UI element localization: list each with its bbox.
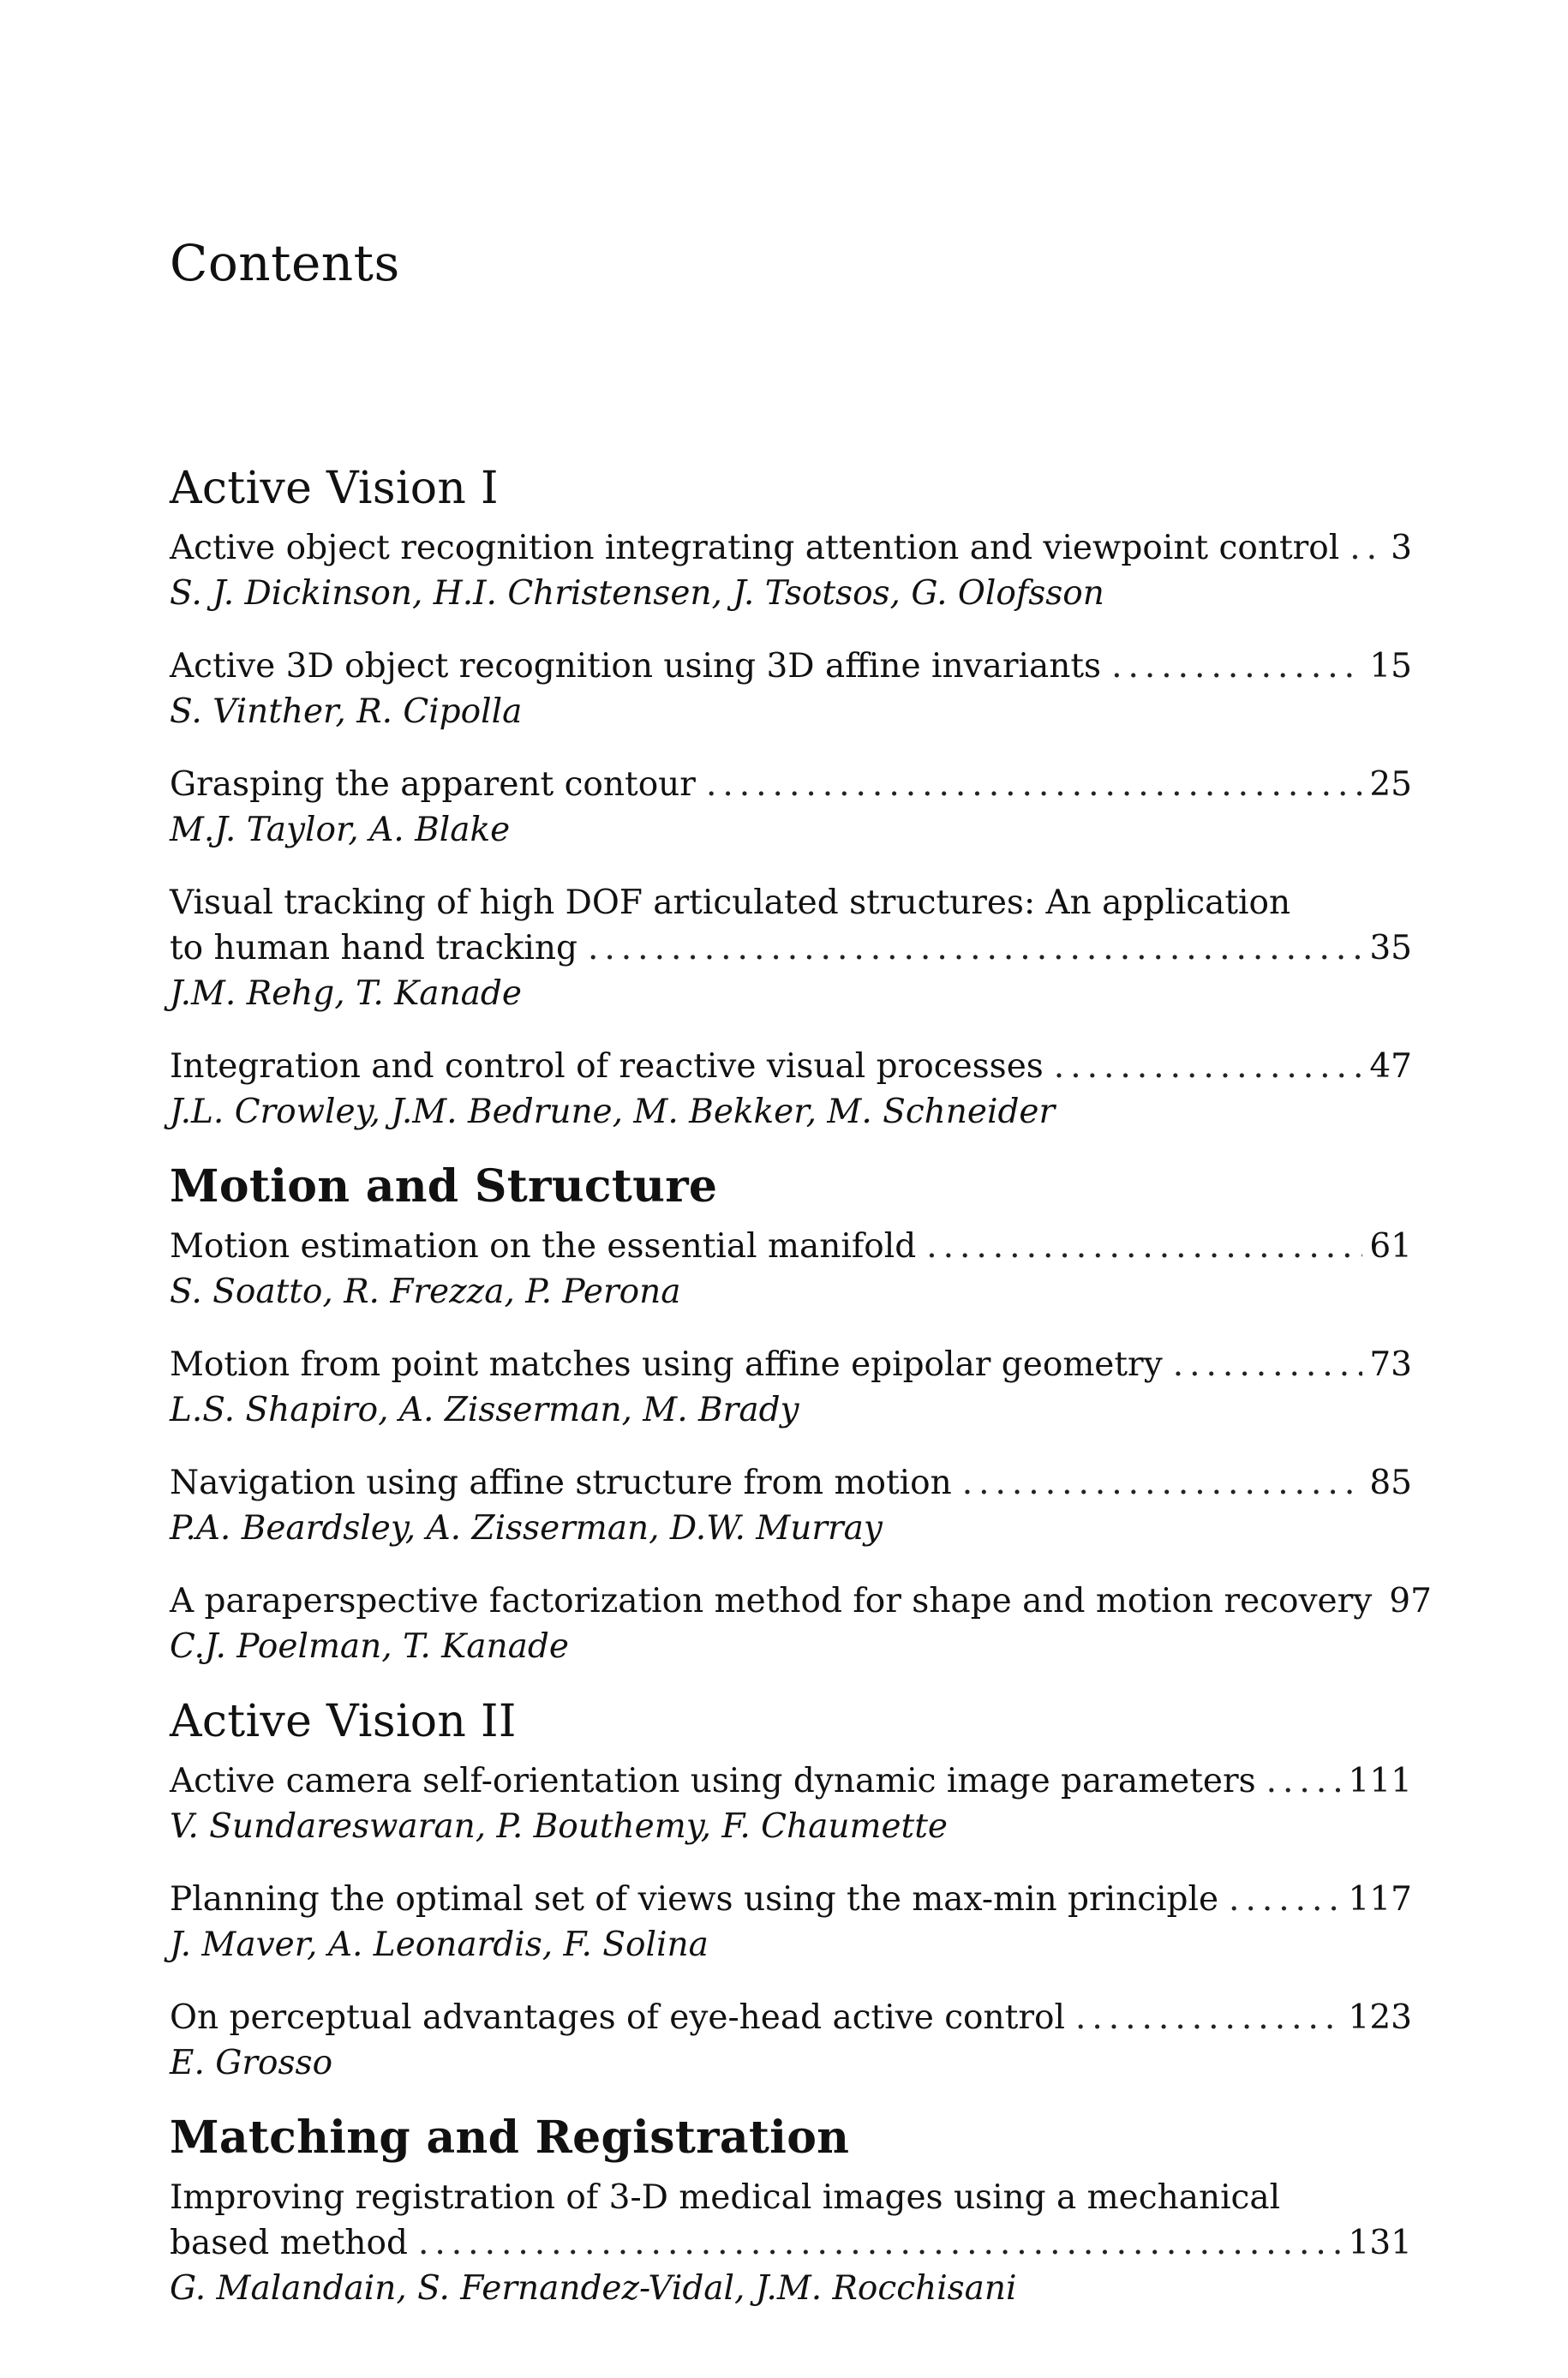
entry-authors: L.S. Shapiro, A. Zisserman, M. Brady xyxy=(170,1391,799,1429)
entry-page-number: 47 xyxy=(1369,1047,1412,1086)
section-active-vision-i xyxy=(170,458,1412,1135)
entry-authors: S. J. Dickinson, H.I. Christensen, J. Tsotsos, G. Olofsson xyxy=(170,574,1104,613)
entry-title: Planning the optimal set of views using the max-min principle xyxy=(170,1880,1219,1919)
toc-entry[interactable] xyxy=(170,1224,1412,1315)
entry-title: Active 3D object recognition using 3D affine invariants xyxy=(170,647,1102,686)
entry-authors: S. Soatto, R. Frezza, P. Perona xyxy=(170,1273,681,1311)
entry-title: Motion from point matches using affine epipolar geometry xyxy=(170,1345,1163,1384)
entry-title-line xyxy=(170,1758,1412,1804)
section-title: Active Vision I xyxy=(170,463,499,514)
entry-title: Grasping the apparent contour xyxy=(170,765,696,804)
toc-entry[interactable] xyxy=(170,1460,1412,1551)
toc-entry[interactable] xyxy=(170,1995,1412,2086)
entry-authors: V. Sundareswaran, P. Bouthemy, F. Chaumette xyxy=(170,1807,948,1846)
entry-authors: J.M. Rehg, T. Kanade xyxy=(170,974,522,1013)
entry-title-line xyxy=(170,1044,1412,1089)
entry-title: On perceptual advantages of eye-head active control xyxy=(170,1998,1065,2037)
toc-entry[interactable] xyxy=(170,1044,1412,1135)
entry-title-line xyxy=(170,1342,1412,1387)
entry-page-number: 35 xyxy=(1369,929,1412,967)
dot-leader xyxy=(1229,1877,1342,1922)
toc-entry[interactable] xyxy=(170,2175,1412,2311)
entry-authors: P.A. Beardsley, A. Zisserman, D.W. Murray xyxy=(170,1509,883,1548)
entry-title-line xyxy=(170,1578,1432,1624)
entry-title: to human hand tracking xyxy=(170,929,578,967)
entry-title: based method xyxy=(170,2224,408,2262)
section-matching-and-registration xyxy=(170,2108,1412,2311)
entry-page-number: 123 xyxy=(1348,1998,1412,2037)
entry-page-number: 15 xyxy=(1369,647,1412,686)
dot-leader xyxy=(1054,1044,1363,1089)
entry-title-line xyxy=(170,644,1412,689)
section-title: Motion and Structure xyxy=(170,1160,718,1213)
toc-entry[interactable] xyxy=(170,1877,1412,1968)
entry-title: A paraperspective factorization method for shape and motion recovery xyxy=(170,1582,1373,1620)
entry-page-number: 73 xyxy=(1369,1345,1412,1384)
toc-entry[interactable] xyxy=(170,1342,1412,1433)
entry-page-number: 117 xyxy=(1348,1880,1412,1919)
section-title: Active Vision II xyxy=(170,1696,517,1747)
entry-authors: G. Malandain, S. Fernandez-Vidal, J.M. Rocchisani xyxy=(170,2269,1017,2308)
entry-page-number: 97 xyxy=(1389,1582,1432,1620)
section-motion-and-structure xyxy=(170,1157,1432,1669)
toc-entry[interactable] xyxy=(170,1758,1412,1849)
entry-title-line xyxy=(170,925,1412,971)
section-active-vision-ii xyxy=(170,1692,1412,2086)
entry-page-number: 3 xyxy=(1391,529,1412,567)
dot-leader xyxy=(1111,644,1362,689)
section-title: Matching and Registration xyxy=(170,2111,850,2164)
toc-entry[interactable] xyxy=(170,1578,1432,1669)
entry-title: Active camera self-orientation using dynamic image parameters xyxy=(170,1762,1256,1800)
entry-title-line xyxy=(170,1460,1412,1506)
entry-page-number: 111 xyxy=(1348,1762,1412,1800)
entry-title-line xyxy=(170,1877,1412,1922)
entry-title-line xyxy=(170,762,1412,807)
entry-authors: M.J. Taylor, A. Blake xyxy=(170,811,511,849)
dot-leader xyxy=(926,1224,1362,1269)
toc-entry[interactable] xyxy=(170,644,1412,734)
dot-leader xyxy=(1350,525,1384,571)
entry-authors: S. Vinther, R. Cipolla xyxy=(170,692,523,731)
dot-leader xyxy=(588,925,1362,971)
entry-title: Active object recognition integrating attention and viewpoint control xyxy=(170,529,1340,567)
entry-title: Navigation using affine structure from motion xyxy=(170,1464,952,1502)
entry-title: Integration and control of reactive visual processes xyxy=(170,1047,1044,1086)
dot-leader xyxy=(1266,1758,1342,1804)
toc-entry[interactable] xyxy=(170,525,1412,616)
entry-authors: C.J. Poelman, T. Kanade xyxy=(170,1627,569,1666)
toc-entry[interactable] xyxy=(170,762,1412,853)
entry-authors: E. Grosso xyxy=(170,2044,333,2082)
dot-leader xyxy=(962,1460,1363,1506)
toc-entry[interactable] xyxy=(170,880,1412,1016)
dot-leader xyxy=(706,762,1362,807)
entry-title-line xyxy=(170,1995,1412,2040)
table-of-contents xyxy=(170,458,1432,2333)
entry-title-line xyxy=(170,525,1412,571)
entry-title-first-line: Visual tracking of high DOF articulated structures: An application xyxy=(170,884,1291,922)
dot-leader xyxy=(1075,1995,1342,2040)
entry-page-number: 25 xyxy=(1369,765,1412,804)
entry-title-first-line: Improving registration of 3-D medical images using a mechanical xyxy=(170,2178,1281,2217)
dot-leader xyxy=(418,2220,1342,2266)
entry-title: Motion estimation on the essential manifold xyxy=(170,1227,917,1266)
entry-page-number: 61 xyxy=(1369,1227,1412,1266)
entry-authors: J.L. Crowley, J.M. Bedrune, M. Bekker, M. Schneider xyxy=(170,1093,1056,1131)
page-title: Contents xyxy=(170,234,400,292)
entry-authors: J. Maver, A. Leonardis, F. Solina xyxy=(170,1926,709,1964)
entry-title-line xyxy=(170,2220,1412,2266)
entry-title-line xyxy=(170,1224,1412,1269)
entry-page-number: 85 xyxy=(1369,1464,1412,1502)
entry-page-number: 131 xyxy=(1348,2224,1412,2262)
dot-leader xyxy=(1173,1342,1363,1387)
